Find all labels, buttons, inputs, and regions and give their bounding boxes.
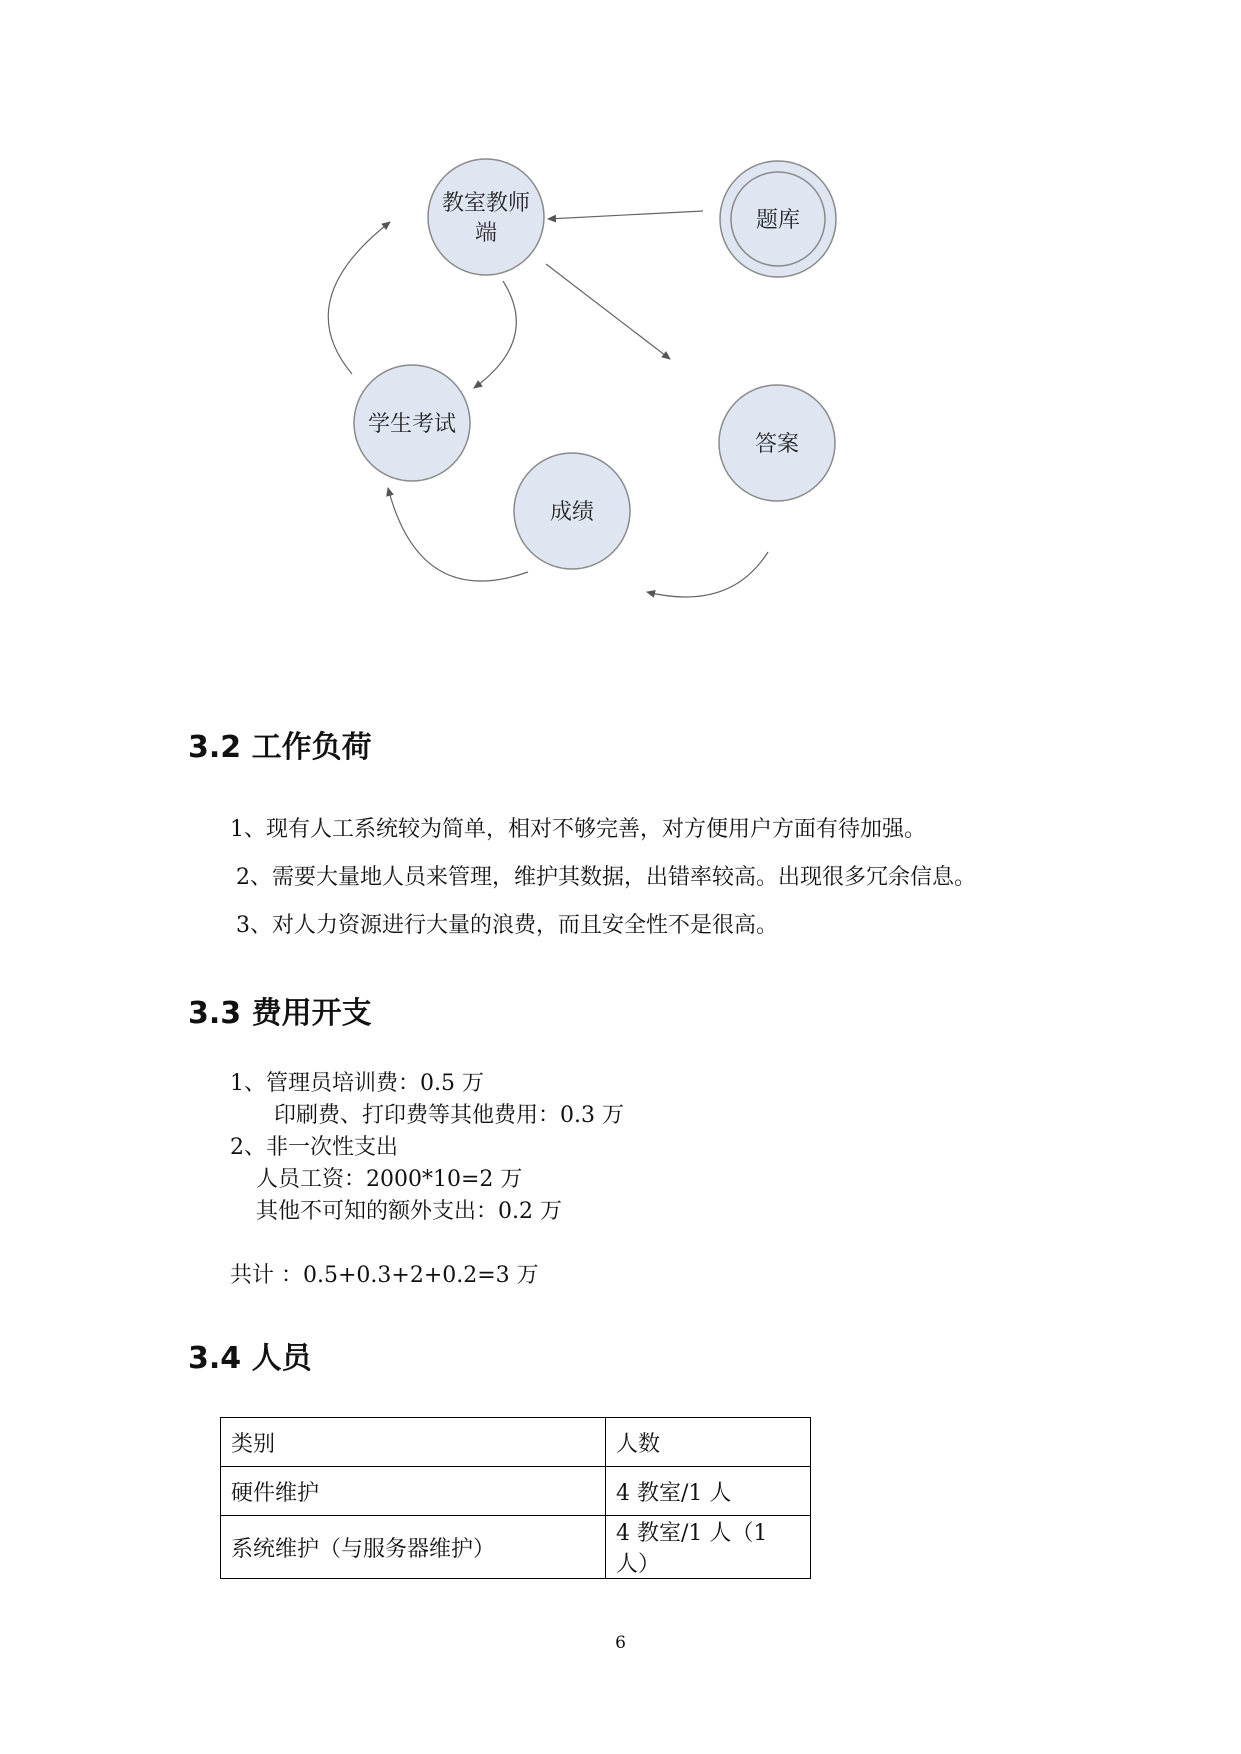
table-cell: 系统维护（与服务器维护） <box>221 1516 606 1579</box>
node-teacher-label-2: 端 <box>474 221 498 246</box>
heading-costs: 3.3 费用开支 <box>188 996 372 1031</box>
workload-item-2: 2、需要大量地人员来管理，维护其数据，出错率较高。出现很多冗余信息。 <box>236 865 976 890</box>
workload-item-3: 3、对人力资源进行大量的浪费，而且安全性不是很高。 <box>236 913 778 938</box>
node-teacher <box>428 159 544 275</box>
node-teacher-label-1: 教室教师 <box>441 191 531 216</box>
cost-line-2: 印刷费、打印费等其他费用：0.3 万 <box>274 1103 624 1128</box>
cost-total: 共计 ：0.5+0.3+2+0.2=3 万 <box>230 1263 539 1288</box>
cost-line-5: 其他不可知的额外支出：0.2 万 <box>256 1199 562 1224</box>
table-cell: 4 教室/1 人 <box>606 1467 811 1516</box>
node-answers-label: 答案 <box>754 432 800 457</box>
node-question-bank-label: 题库 <box>755 208 801 233</box>
heading-workload: 3.2 工作负荷 <box>188 730 372 765</box>
arrow-grades-to-student <box>388 488 528 581</box>
node-answers <box>719 385 835 501</box>
table-header-row <box>221 1418 811 1467</box>
page-number: 6 <box>615 1633 626 1653</box>
node-student-exam <box>354 365 470 481</box>
heading-personnel: 3.4 人员 <box>188 1341 312 1376</box>
node-question-bank <box>720 161 836 277</box>
node-grades-label: 成绩 <box>549 500 595 525</box>
arrow-bank-to-teacher <box>548 211 703 219</box>
table-header-cell: 类别 <box>221 1418 606 1467</box>
table-row <box>221 1467 811 1516</box>
arrow-answers-to-grades <box>647 552 768 597</box>
node-grades <box>514 453 630 569</box>
node-student-exam-label: 学生考试 <box>367 412 457 437</box>
table-header-cell: 人数 <box>606 1418 811 1467</box>
workload-item-1: 1、现有人工系统较为简单，相对不够完善，对方便用户方面有待加强。 <box>230 817 926 842</box>
arrow-teacher-to-answers <box>546 264 670 359</box>
personnel-table <box>220 1417 811 1579</box>
cost-line-1: 1、管理员培训费：0.5 万 <box>230 1071 484 1096</box>
cost-line-4: 人员工资：2000*10=2 万 <box>256 1167 523 1192</box>
table-row <box>221 1516 811 1579</box>
arrow-student-to-teacher <box>328 222 390 374</box>
arrow-teacher-to-student <box>474 281 516 388</box>
workflow-diagram <box>0 0 1241 640</box>
table-cell: 4 教室/1 人（1 人） <box>606 1516 811 1579</box>
cost-line-3: 2、非一次性支出 <box>230 1135 398 1160</box>
table-cell: 硬件维护 <box>221 1467 606 1516</box>
